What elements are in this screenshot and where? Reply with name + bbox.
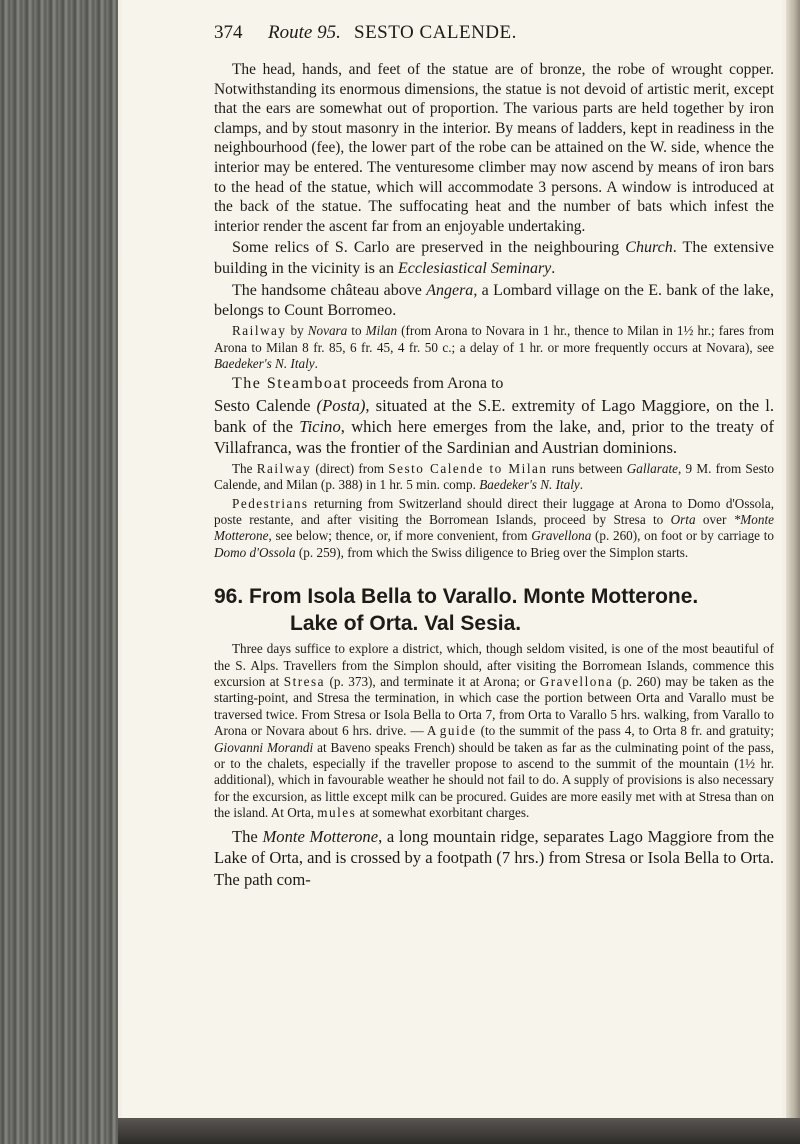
route-label: Route 95. — [268, 22, 341, 43]
paragraph-chateau: The handsome château above Angera, a Lombard village on the E. bank of the lake, belongs to Count Borromeo. — [214, 281, 775, 319]
route-heading — [214, 583, 774, 637]
paragraph-railway-direct: The Railway (direct) from Sesto Calende to Milan runs between Gallarate, 9 M. from Sesto Calende, and Milan (p. 388) in 1 hr. 5 min. comp. Baedeker's N. Italy. — [214, 460, 775, 493]
route-heading-line2: Lake of Orta. Val Sesia. — [290, 612, 522, 636]
paragraph-monte-motterone: The Monte Motterone, a long mountain ridge, separates Lago Maggiore from the Lake of Orta, and is crossed by a footpath (7 hrs.) from Stresa or Isola Bella to Orta. The path com- — [214, 826, 775, 889]
scan-shadow — [118, 1118, 800, 1144]
paragraph-statue: The head, hands, and feet of the statue are of bronze, the robe of wrought copper. Notwithstanding its enormous dimensions, the statue is not devoid of artistic merit, except that the ears are somewhat out of proportion. The various parts are held together by iron clamps, and by stout masonry in the interior. By means of ladders, kept in readiness in the neighbourhood (fee), the lower part of the robe can be attained on the W. side, whence the interior may be entered. The venturesome climber may now ascend by means of iron bars to the head of the statue, which will accommodate 3 persons. A window is introduced at the back of the statue. The suffocating heat and the number of bats which infest the interior render the ascent far from an enjoyable undertaking. — [214, 61, 774, 235]
book-gutter — [0, 0, 118, 1144]
paragraph-three-days: Three days suffice to explore a district, which, though seldom visited, is one of the most beautiful of the S. Alps. Travellers from the Simplon should, after visiting the Borromean Islands, commence this excursion at Stresa (p. 373), and terminate it at Arona; or Gravellona (p. 260) may be taken as the starting-point, and Stresa the termination, in which case the portion between Orta and Varallo must be traversed twice. From Stresa or Isola Bella to Orta 7, from Orta to Varallo 5 hrs. walking, from Varallo to Arona or Novara about 6 hrs. drive. — A guide (to the summit of the pass 4, to Orta 8 fr. and gratuity; Giovanni Morandi at Baveno speaks French) should be taken as far as the culminating point of the pass, or to the chalets, especially if the traveller propose to ascend to the summit of the mountain (1½ hr. additional), which in favourable weather he should not fail to do. A supply of provisions is also necessary for the excursion, as little except milk can be procured. Guides are more easily met with at Stresa than on the island. At Orta, mules at somewhat exorbitant charges. — [214, 641, 774, 821]
paragraph-relics: Some relics of S. Carlo are preserved in the neighbouring Church. The extensive building in the vicinity is an Ecclesiastical Seminary. — [214, 239, 774, 277]
page-content — [214, 22, 774, 890]
book-page — [122, 0, 782, 1118]
paragraph-railway-milan: Railway by Novara to Milan (from Arona to Novara in 1 hr., thence to Milan in 1½ hr.; fares from Arona to Milan 8 fr. 85, 6 fr. 45, 4 fr. 50 c.; a delay of 1 hr. or more frequently occurs at Novara), see Baedeker's N. Italy. — [214, 323, 774, 371]
paragraph-pedestrians: Pedestrians returning from Switzerland should direct their luggage at Arona to Domo d'Ossola, poste restante, and after visiting the Borromean Islands, proceed by Stresa to Orta over *Monte Motterone, see below; thence, or, if more convenient, from Gravellona (p. 260), on foot or by carriage to Domo d'Ossola (p. 259), from which the Swiss diligence to Brieg over the Simplon starts. — [214, 495, 774, 560]
page-edge — [786, 0, 800, 1144]
route-heading-line1: 96. From Isola Bella to Varallo. Monte Motterone. — [214, 585, 699, 609]
running-title: SESTO CALENDE. — [354, 22, 517, 43]
page-number: 374 — [214, 22, 243, 43]
paragraph-steamboat: The Steamboat proceeds from Arona to — [232, 375, 504, 393]
page-header — [214, 22, 774, 52]
paragraph-sesto-calende: Sesto Calende (Posta), situated at the S.E. extremity of Lago Maggiore, on the l. bank of the Ticino, which here emerges from the lake, and, prior to the treaty of Villafranca, was the frontier of the Sardinian and Austrian dominions. — [214, 395, 775, 458]
